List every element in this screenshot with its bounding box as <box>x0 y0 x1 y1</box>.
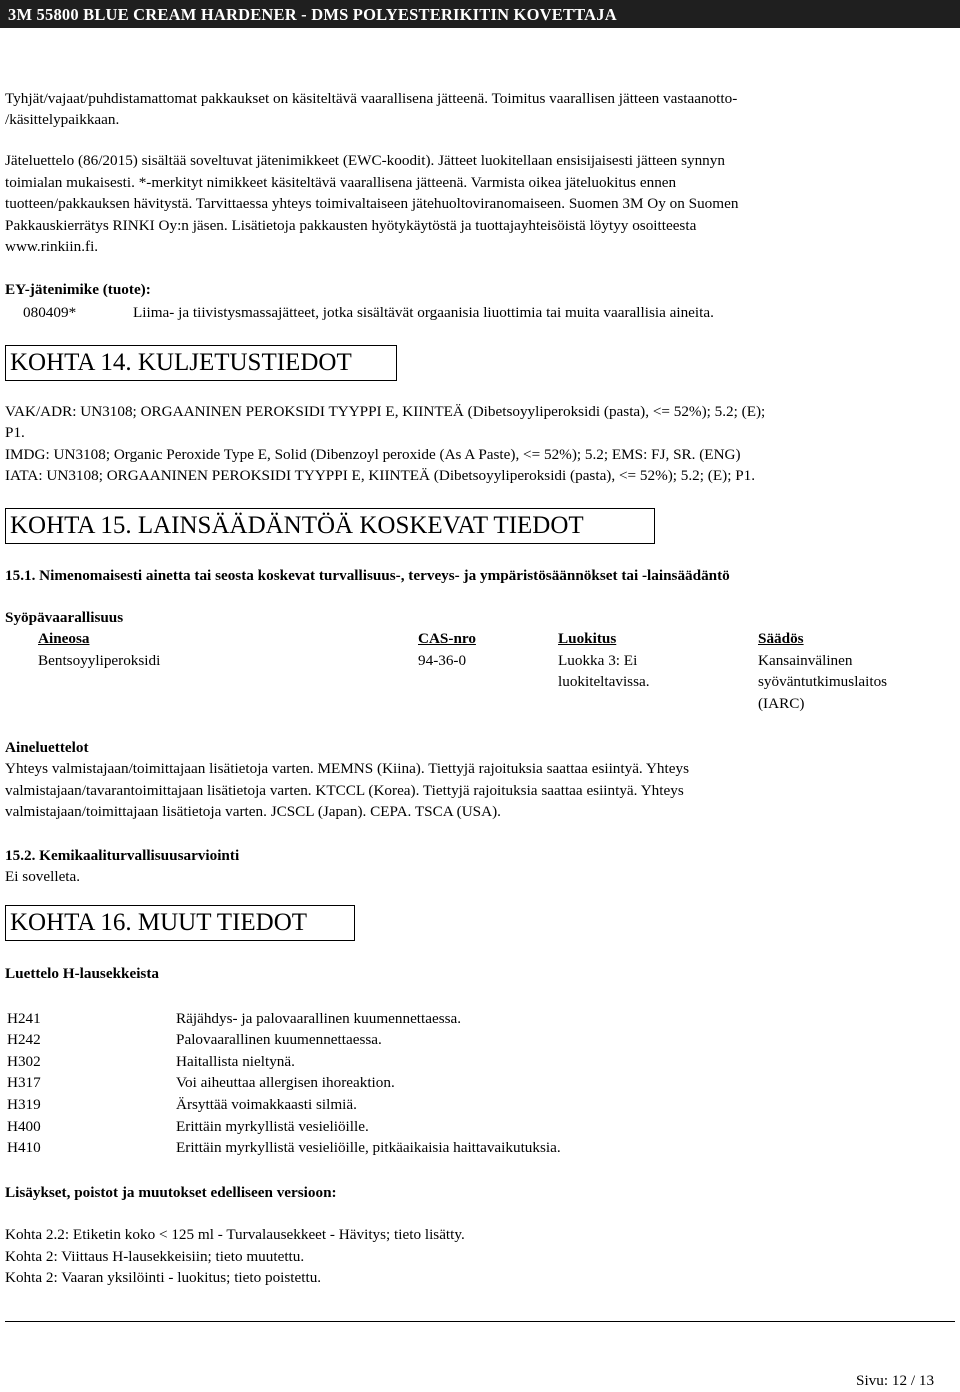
inventories-line: Yhteys valmistajaan/toimittajaan lisätietoja varten. MEMNS (Kiina). Tiettyjä rajoituksia saattaa esiintyä. Yhteys <box>5 760 689 777</box>
disposal-line: Pakkauskierrätys RINKI Oy:n jäsen. Lisätietoja pakkausten hyötykäytöstä ja tuottajayhteisöistä löytyy osoitteesta <box>5 217 697 234</box>
h-code: H302 <box>7 1053 41 1070</box>
disposal-line: /käsittelypaikkaan. <box>5 111 120 128</box>
h-text: Ärsyttää voimakkaasti silmiä. <box>176 1096 357 1113</box>
carcinogen-heading: Syöpävaarallisuus <box>5 609 124 626</box>
table-cell-cas: 94-36-0 <box>418 652 467 669</box>
h-code: H400 <box>7 1118 41 1135</box>
h-text: Erittäin myrkyllistä vesieliöille, pitkäaikaisia haittavaikutuksia. <box>176 1139 561 1156</box>
table-header-cas: CAS-nro <box>418 630 476 647</box>
h-code: H410 <box>7 1139 41 1156</box>
change-item: Kohta 2: Viittaus H-lausekkeisiin; tieto muutettu. <box>5 1248 305 1265</box>
h-text: Palovaarallinen kuumennettaessa. <box>176 1031 382 1048</box>
h-text: Voi aiheuttaa allergisen ihoreaktion. <box>176 1074 395 1091</box>
table-cell-regulation: syöväntutkimuslaitos <box>758 673 888 690</box>
change-item: Kohta 2: Vaaran yksilöinti - luokitus; tieto poistettu. <box>5 1269 322 1286</box>
change-item: Kohta 2.2: Etiketin koko < 125 ml - Turvalausekkeet - Hävitys; tieto lisätty. <box>5 1226 465 1243</box>
section-16-title: KOHTA 16. MUUT TIEDOT <box>10 909 308 936</box>
waste-code: 080409* <box>23 304 77 321</box>
footer-divider <box>5 1321 955 1322</box>
transport-line: IMDG: UN3108; Organic Peroxide Type E, Solid (Dibenzoyl peroxide (As A Paste), <= 52%); 5.2; EMS: FJ, SR. (ENG) <box>5 446 741 463</box>
h-text: Haitallista nieltynä. <box>176 1053 295 1070</box>
subsection-15-2-text: Ei sovelleta. <box>5 868 81 885</box>
h-statements-heading: Luettelo H-lausekkeista <box>5 965 159 982</box>
inventories-line: valmistajaan/toimittajaan lisätietoja varten. JCSCL (Japan). CEPA. TSCA (USA). <box>5 803 501 820</box>
transport-line: IATA: UN3108; ORGAANINEN PEROKSIDI TYYPPI E, KIINTEÄ (Dibetsoyyliperoksidi (pasta), <= 52%); 5.2; (E); P1. <box>5 467 756 484</box>
inventories-line: valmistajaan/tavarantoimittajaan lisätietoja varten. KTCCL (Korea). Tiettyjä rajoituksia saattaa esiintyä. Yhteys <box>5 782 684 799</box>
h-text: Erittäin myrkyllistä vesieliöille. <box>176 1118 369 1135</box>
transport-line: P1. <box>5 424 25 441</box>
section-15-title: KOHTA 15. LAINSÄÄDÄNTÖÄ KOSKEVAT TIEDOT <box>10 512 584 539</box>
disposal-line: Tyhjät/vajaat/puhdistamattomat pakkaukset on käsiteltävä vaarallisena jätteenä. Toimitus vaarallisen jätteen vastaanotto- <box>5 90 738 107</box>
h-code: H317 <box>7 1074 41 1091</box>
subsection-15-2: 15.2. Kemikaaliturvallisuusarviointi <box>5 847 240 864</box>
transport-line: VAK/ADR: UN3108; ORGAANINEN PEROKSIDI TYYPPI E, KIINTEÄ (Dibetsoyyliperoksidi (pasta), <= 52%); 5.2; (E); <box>5 403 766 420</box>
table-cell-regulation: Kansainvälinen <box>758 652 853 669</box>
table-cell-classification: luokiteltavissa. <box>558 673 650 690</box>
changes-heading: Lisäykset, poistot ja muutokset edelliseen versioon: <box>5 1184 337 1201</box>
disposal-line: Jäteluettelo (86/2015) sisältää soveltuvat jätenimikkeet (EWC-koodit). Jätteet luokitellaan ensisijaisesti jätteen synnyn <box>5 152 725 169</box>
table-header-substance: Aineosa <box>38 630 90 647</box>
table-cell-substance: Bentsoyyliperoksidi <box>38 652 161 669</box>
table-header-regulation: Säädös <box>758 630 804 647</box>
page-number: Sivu: 12 / 13 <box>856 1372 935 1389</box>
h-code: H242 <box>7 1031 41 1048</box>
disposal-line: tuotteen/pakkauksen hävitystä. Tarvittaessa yhteys toimivaltaiseen jätehuoltoviranomaiseen. Suomen 3M Oy on Suomen <box>5 195 739 212</box>
h-code: H241 <box>7 1010 41 1027</box>
h-text: Räjähdys- ja palovaarallinen kuumennettaessa. <box>176 1010 462 1027</box>
waste-code-label: EY-jätenimike (tuote): <box>5 281 151 298</box>
table-header-classification: Luokitus <box>558 630 617 647</box>
document-title: 3M 55800 BLUE CREAM HARDENER - DMS POLYESTERIKITIN KOVETTAJA <box>8 5 617 24</box>
section-14-title: KOHTA 14. KULJETUSTIEDOT <box>10 349 352 376</box>
h-code: H319 <box>7 1096 41 1113</box>
table-cell-classification: Luokka 3: Ei <box>558 652 638 669</box>
disposal-line: toimialan mukaisesti. *-merkityt nimikkeet käsiteltävä vaarallisena jätteenä. Varmista oikea jäteluokitus ennen <box>5 174 677 191</box>
waste-description: Liima- ja tiivistysmassajätteet, jotka sisältävät orgaanisia liuottimia tai muita vaarallisia aineita. <box>133 304 714 321</box>
subsection-15-1: 15.1. Nimenomaisesti ainetta tai seosta koskevat turvallisuus-, terveys- ja ympäristösäännökset tai -lainsäädäntö <box>5 567 730 584</box>
disposal-line: www.rinkiin.fi. <box>5 238 99 255</box>
table-cell-regulation: (IARC) <box>758 695 805 712</box>
inventories-heading: Aineluettelot <box>5 739 89 756</box>
